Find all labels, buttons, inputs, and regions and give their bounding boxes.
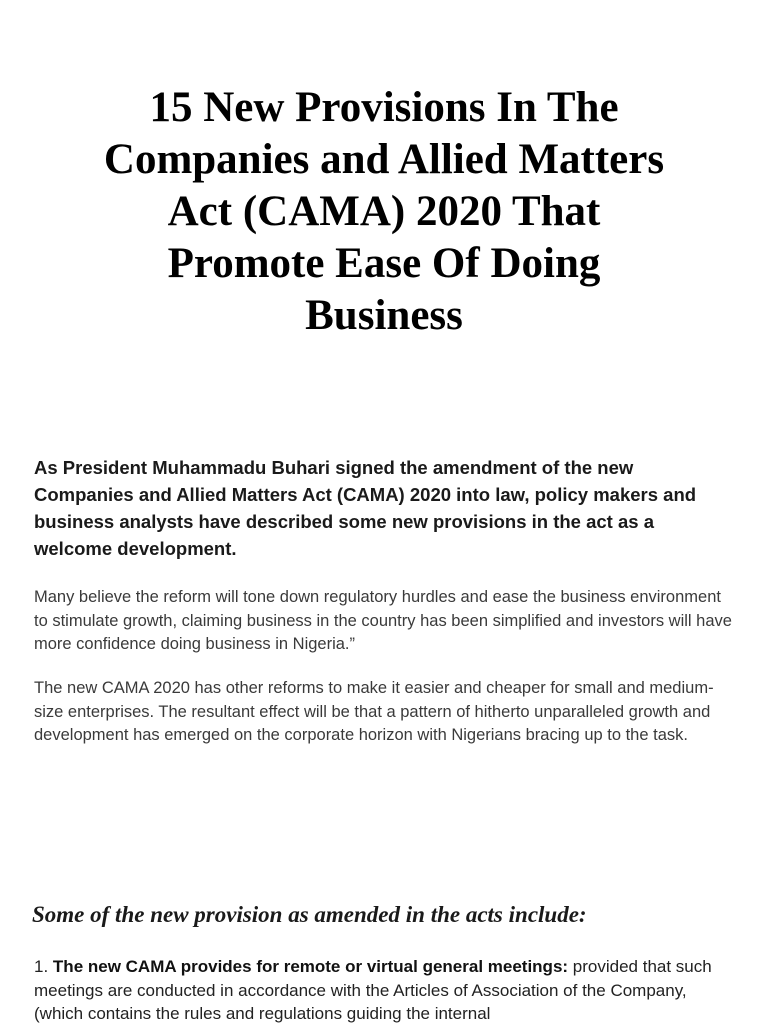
lead-paragraph: As President Muhammadu Buhari signed the amendment of the new Companies and Allied Matters Act (CAMA) 2020 into law, policy makers and business analysts have described some new provisions in the act as a welcome development. [34, 457, 697, 559]
document-title: 15 New Provisions In The Companies and Allied Matters Act (CAMA) 2020 That Promote Ease Of Doing Business [103, 84, 665, 339]
body-paragraph-1: Many believe the reform will tone down regulatory hurdles and ease the business environment to stimulate growth, claiming business in the country has been simplified and investors will have more confidence doing business in Nigeria.” [34, 588, 732, 653]
provision-text: provided that such meetings are conducted in accordance with the Articles of Association of the Company, (which contains the rules and regulations guiding the internal [34, 957, 712, 1023]
provisions-subheading: Some of the new provision as amended in the acts include: [32, 902, 587, 927]
body-paragraph-2: The new CAMA 2020 has other reforms to make it easier and cheaper for small and medium-size enterprises. The resultant effect will be that a pattern of hitherto unparalleled growth and development has emerged on the corporate horizon with Nigerians bracing up to the task. [34, 679, 714, 744]
provision-item-1 [34, 955, 734, 1024]
provision-heading: The new CAMA provides for remote or virtual general meetings: [52, 957, 569, 976]
provision-number: 1. [34, 957, 49, 976]
